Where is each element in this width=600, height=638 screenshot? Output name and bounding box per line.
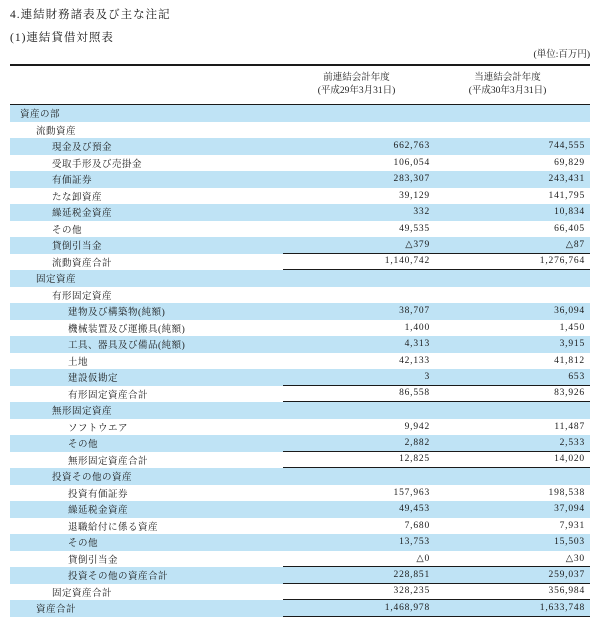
current-year-value: 1,450 (559, 322, 585, 333)
table-row (10, 534, 590, 551)
row-values (283, 155, 590, 172)
current-year-value: △87 (565, 240, 585, 251)
row-values (283, 204, 590, 221)
row-values (283, 353, 590, 370)
table-row (10, 518, 590, 535)
current-year-value: 7,931 (559, 520, 585, 531)
row-values (283, 254, 590, 271)
previous-year-value: 228,851 (393, 569, 430, 580)
table-row (10, 303, 590, 320)
current-year-value: 66,405 (554, 223, 585, 234)
current-year-value: 653 (568, 371, 585, 382)
row-values (283, 567, 590, 584)
current-year-value: 37,094 (554, 504, 585, 515)
previous-year-value: 328,235 (393, 586, 430, 597)
current-year-value (430, 287, 590, 304)
table-row (10, 254, 590, 271)
table-row (10, 501, 590, 518)
row-label: ソフトウエア (68, 423, 129, 434)
doc-title: 4.連結財務諸表及び主な注記 (10, 9, 171, 21)
row-values (283, 188, 590, 205)
current-year-value: 83,926 (554, 388, 585, 399)
table-row (10, 270, 590, 287)
row-label: 流動資産 (36, 126, 77, 137)
current-year-value: 2,533 (559, 437, 585, 448)
col-header-current-year-title: 当連結会計年度 (474, 73, 541, 83)
table-row (10, 584, 590, 601)
table-row (10, 171, 590, 188)
current-year-value (430, 402, 590, 419)
previous-year-value: 283,307 (393, 174, 430, 185)
table-row (10, 369, 590, 386)
row-values (283, 237, 590, 254)
current-year-value: 41,812 (554, 355, 585, 366)
row-label: 工具、器具及び備品(純額) (68, 341, 186, 352)
table-row (10, 188, 590, 205)
current-year-value (430, 105, 590, 122)
previous-year-value: 2,882 (404, 437, 430, 448)
previous-year-value: 12,825 (399, 454, 430, 465)
row-label: 繰延税金資産 (68, 506, 129, 517)
current-year-value: 69,829 (554, 157, 585, 168)
row-values (283, 171, 590, 188)
row-values (283, 402, 590, 419)
previous-year-value (283, 402, 430, 419)
table-row (10, 402, 590, 419)
previous-year-value (283, 270, 430, 287)
current-year-value: 11,487 (554, 421, 585, 432)
current-year-value: 10,834 (554, 207, 585, 218)
previous-year-value: 9,942 (404, 421, 430, 432)
previous-year-value: 4,313 (404, 339, 430, 350)
current-year-value (430, 270, 590, 287)
current-year-value: 744,555 (548, 141, 585, 152)
table-body (10, 105, 590, 617)
row-label: 固定資産合計 (52, 588, 113, 599)
row-values (283, 435, 590, 452)
row-values (283, 419, 590, 436)
row-values (283, 122, 590, 139)
current-year-value: 243,431 (548, 174, 585, 185)
balance-sheet-table (10, 64, 590, 617)
table-row (10, 419, 590, 436)
table-row (10, 138, 590, 155)
current-year-value: 1,276,764 (539, 256, 585, 267)
previous-year-value: 662,763 (393, 141, 430, 152)
previous-year-value: 39,129 (399, 190, 430, 201)
previous-year-value: △0 (416, 553, 430, 564)
row-values (283, 551, 590, 568)
current-year-value: 14,020 (554, 454, 585, 465)
previous-year-value: 42,133 (399, 355, 430, 366)
previous-year-value: 106,054 (393, 157, 430, 168)
table-row (10, 122, 590, 139)
row-values (283, 501, 590, 518)
table-row (10, 336, 590, 353)
row-label: 機械装置及び運搬具(純額) (68, 324, 186, 335)
previous-year-value: 1,468,978 (384, 602, 430, 613)
current-year-value (430, 468, 590, 485)
row-label: 投資その他の資産 (52, 473, 133, 484)
row-label: 貸倒引当金 (52, 242, 103, 253)
row-values (283, 452, 590, 469)
current-year-value: 259,037 (548, 569, 585, 580)
table-row (10, 600, 590, 617)
current-year-value: 3,915 (559, 339, 585, 350)
row-label: 退職給付に係る資産 (68, 522, 159, 533)
col-header-current-year (430, 72, 590, 98)
row-label: 土地 (68, 357, 89, 368)
row-label: 有形固定資産合計 (68, 390, 149, 401)
previous-year-value: 7,680 (404, 520, 430, 531)
table-row (10, 353, 590, 370)
row-label: 投資その他の資産合計 (68, 572, 169, 583)
row-values (283, 105, 590, 122)
row-values (283, 369, 590, 386)
col-header-current-year-date: (平成30年3月31日) (468, 86, 547, 96)
document-page (0, 8, 600, 617)
table-row (10, 551, 590, 568)
table-row (10, 485, 590, 502)
row-values (283, 600, 590, 617)
previous-year-value: 38,707 (399, 306, 430, 317)
current-year-value: 1,633,748 (539, 602, 585, 613)
row-label: 流動資産合計 (52, 258, 113, 269)
current-year-value: 356,984 (548, 586, 585, 597)
col-header-previous-year-date: (平成29年3月31日) (317, 86, 396, 96)
row-label: 無形固定資産 (52, 407, 113, 418)
row-label: 現金及び預金 (52, 143, 113, 154)
row-label: 資産の部 (20, 110, 61, 121)
table-row (10, 468, 590, 485)
row-values (283, 386, 590, 403)
row-label: 固定資産 (36, 275, 77, 286)
row-label: 有形固定資産 (52, 291, 113, 302)
previous-year-value: 49,535 (399, 223, 430, 234)
unit-label: (単位:百万円) (533, 50, 590, 60)
row-values (283, 303, 590, 320)
row-values (283, 468, 590, 485)
row-values (283, 584, 590, 601)
row-label: 投資有価証券 (68, 489, 129, 500)
col-header-previous-year (283, 72, 430, 98)
row-values (283, 138, 590, 155)
previous-year-value: △379 (405, 240, 430, 251)
doc-subtitle: (1)連結貸借対照表 (10, 32, 114, 44)
row-values (283, 485, 590, 502)
previous-year-value: 1,400 (404, 322, 430, 333)
previous-year-value: 86,558 (399, 388, 430, 399)
current-year-value: △30 (565, 553, 585, 564)
previous-year-value: 157,963 (393, 487, 430, 498)
table-row (10, 204, 590, 221)
row-values (283, 518, 590, 535)
col-header-previous-year-title: 前連結会計年度 (323, 73, 390, 83)
previous-year-value (283, 122, 430, 139)
row-values (283, 534, 590, 551)
table-row (10, 221, 590, 238)
row-label: 貸倒引当金 (68, 555, 119, 566)
row-label: その他 (52, 225, 83, 236)
previous-year-value (283, 468, 430, 485)
table-row (10, 237, 590, 254)
previous-year-value: 13,753 (399, 537, 430, 548)
current-year-value: 141,795 (548, 190, 585, 201)
table-row (10, 287, 590, 304)
row-values (283, 287, 590, 304)
row-label: 建設仮勘定 (68, 374, 119, 385)
row-label: 有価証券 (52, 176, 93, 187)
row-values (283, 270, 590, 287)
current-year-value (430, 122, 590, 139)
previous-year-value: 3 (424, 371, 430, 382)
row-values (283, 221, 590, 238)
table-row (10, 567, 590, 584)
row-label: 受取手形及び売掛金 (52, 159, 143, 170)
previous-year-value: 1,140,742 (384, 256, 430, 267)
row-label: 無形固定資産合計 (68, 456, 149, 467)
previous-year-value: 332 (413, 207, 430, 218)
previous-year-value: 49,453 (399, 504, 430, 515)
previous-year-value (283, 105, 430, 122)
current-year-value: 36,094 (554, 306, 585, 317)
row-label: 建物及び構築物(純額) (68, 308, 166, 319)
table-row (10, 105, 590, 122)
row-label: 繰延税金資産 (52, 209, 113, 220)
row-values (283, 320, 590, 337)
row-label: たな卸資産 (52, 192, 103, 203)
table-header-row (10, 66, 590, 105)
table-row (10, 435, 590, 452)
row-values (283, 336, 590, 353)
row-label: その他 (68, 440, 99, 451)
table-row (10, 386, 590, 403)
table-row (10, 155, 590, 172)
current-year-value: 15,503 (554, 537, 585, 548)
current-year-value: 198,538 (548, 487, 585, 498)
row-label: その他 (68, 539, 99, 550)
row-label: 資産合計 (36, 605, 77, 616)
table-row (10, 320, 590, 337)
table-row (10, 452, 590, 469)
previous-year-value (283, 287, 430, 304)
